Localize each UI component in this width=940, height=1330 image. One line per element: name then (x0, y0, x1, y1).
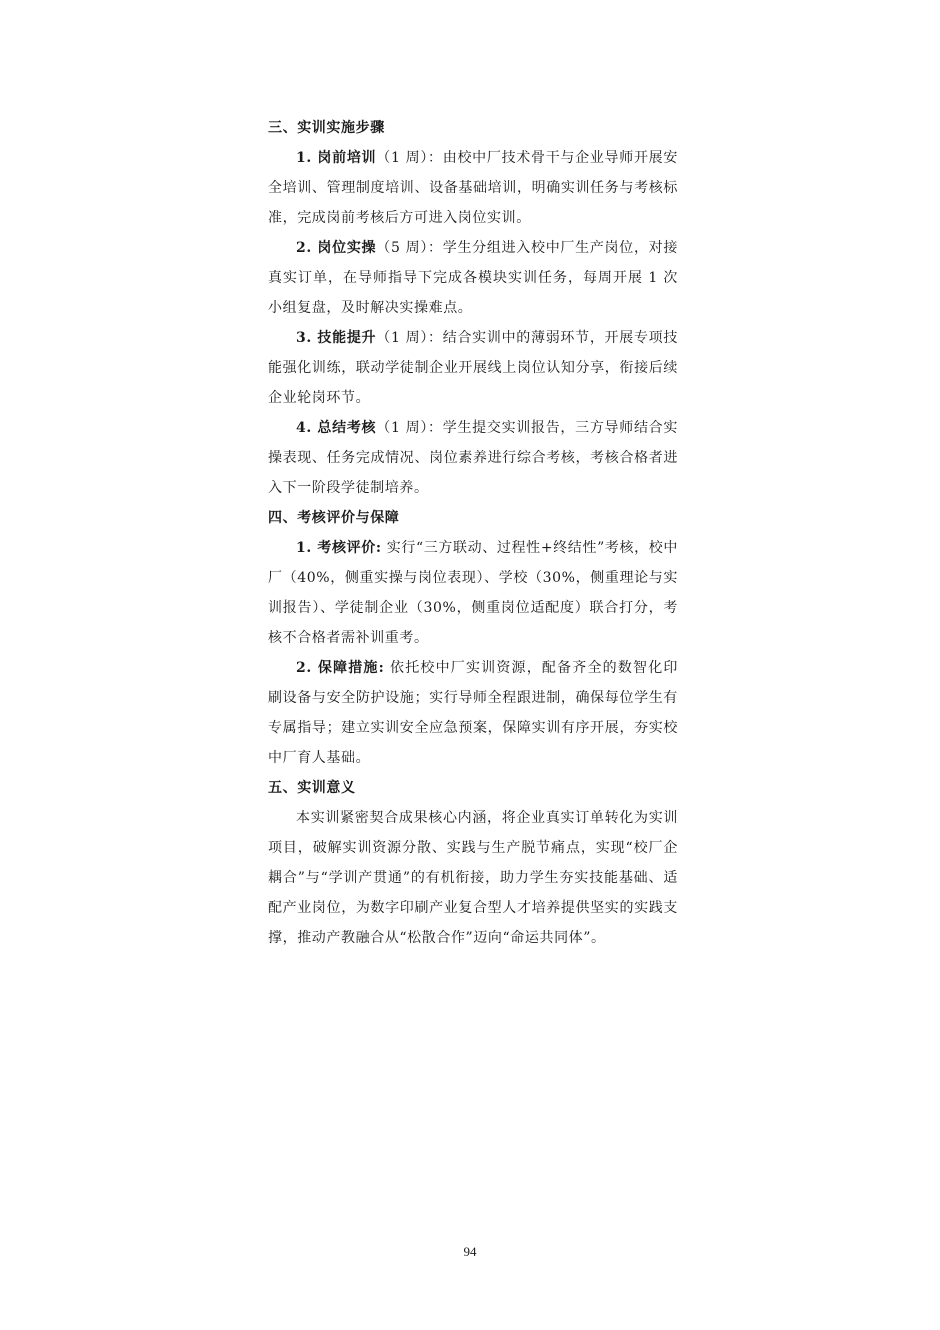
paragraph-text: （1 周）：学生提交实训报告，三方导师结合实操表现、任务完成情况、岗位素养进行综合考核，考核合格者进入下一阶段学徒制培养。 (268, 420, 678, 496)
paragraph-pre-job-training (268, 143, 678, 233)
paragraph-text: （1 周）：由校中厂技术骨干与企业导师开展安全培训、管理制度培训、设备基础培训，明确实训任务与考核标准，完成岗前考核后方可进入岗位实训。 (268, 150, 678, 226)
paragraph-lead: 1. 考核评价: (296, 540, 382, 556)
paragraph-skill-improvement (268, 323, 678, 413)
paragraph-guarantee-measures (268, 653, 678, 773)
paragraph-final-assessment (268, 413, 678, 503)
paragraph-significance (268, 803, 678, 953)
section-heading: 四、考核评价与保障 (268, 510, 400, 526)
paragraph-assessment-evaluation (268, 533, 678, 653)
page-number: 94 (463, 1244, 477, 1259)
paragraph-lead: 3. 技能提升 (296, 330, 377, 346)
section-training-significance (268, 773, 678, 953)
paragraph-lead: 2. 岗位实操 (296, 240, 377, 256)
paragraph-job-practice (268, 233, 678, 323)
paragraph-text: 本实训紧密契合成果核心内涵，将企业真实订单转化为实训项目，破解实训资源分散、实践与生产脱节痛点，实现“校厂企耦合”与“学训产贯通”的有机衔接，助力学生夯实技能基础、适配产业岗位，为数字印刷产业复合型人才培养提供坚实的实践支撑，推动产教融合从“松散合作”迈向“命运共同体”。 (268, 810, 678, 946)
paragraph-lead: 4. 总结考核 (296, 420, 377, 436)
paragraph-text: 依托校中厂实训资源，配备齐全的数智化印刷设备与安全防护设施；实行导师全程跟进制，确保每位学生有专属指导；建立实训安全应急预案，保障实训有序开展，夯实校中厂育人基础。 (268, 660, 678, 766)
paragraph-text: 实行“三方联动、过程性+终结性”考核，校中厂（40%，侧重实操与岗位表现）、学校（30%，侧重理论与实训报告）、学徒制企业（30%，侧重岗位适配度）联合打分，考核不合格者需补训重考。 (268, 540, 678, 646)
section-heading: 五、实训意义 (268, 780, 356, 796)
paragraph-lead: 2. 保障措施: (296, 660, 385, 676)
section-heading: 三、实训实施步骤 (268, 120, 385, 136)
paragraph-text: （1 周）：结合实训中的薄弱环节，开展专项技能强化训练，联动学徒制企业开展线上岗位认知分享，衔接后续企业轮岗环节。 (268, 330, 678, 406)
paragraph-lead: 1. 岗前培训 (296, 150, 377, 166)
paragraph-text: （5 周）：学生分组进入校中厂生产岗位，对接真实订单，在导师指导下完成各模块实训任务，每周开展 1 次小组复盘，及时解决实操难点。 (268, 240, 678, 316)
section-implementation-steps (268, 113, 678, 503)
page-content (268, 113, 678, 953)
section-assessment-guarantee (268, 503, 678, 773)
